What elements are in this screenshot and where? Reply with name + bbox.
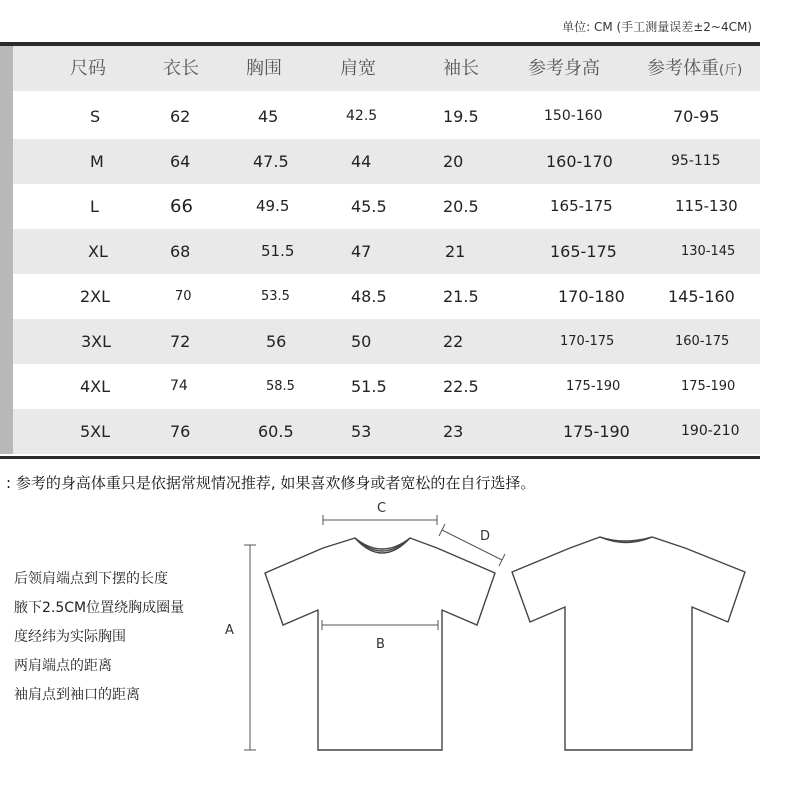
cell-weight: 160-175	[675, 334, 730, 349]
cell-size: L	[90, 197, 99, 216]
header-chest: 胸围	[246, 58, 282, 79]
cell-length: 74	[170, 378, 188, 394]
cell-length: 62	[170, 107, 191, 126]
recommendation-note: : 参考的身高体重只是依据常规情况推荐, 如果喜欢修身或者宽松的在自行选择。	[6, 474, 536, 492]
cell-length: 76	[170, 422, 191, 441]
cell-weight: 130-145	[681, 244, 736, 259]
cell-shoulder: 53	[351, 422, 372, 441]
cell-chest: 49.5	[256, 197, 290, 215]
cell-chest: 53.5	[261, 289, 290, 304]
header-weight: 参考体重(斤)	[647, 58, 743, 79]
label-c: C	[377, 501, 387, 516]
cell-chest: 60.5	[258, 422, 294, 441]
cell-chest: 56	[266, 332, 287, 351]
cell-shoulder: 47	[351, 242, 372, 261]
cell-weight: 95-115	[671, 153, 721, 169]
cell-sleeve: 21.5	[443, 287, 479, 306]
cell-shoulder: 48.5	[351, 287, 387, 306]
legend-c: 两肩端点的距离	[14, 658, 112, 674]
table-row	[13, 184, 760, 229]
cell-height: 150-160	[544, 108, 603, 124]
cell-length: 64	[170, 152, 191, 171]
table-row	[13, 94, 760, 139]
cell-length: 70	[175, 289, 192, 304]
header-shoulder: 肩宽	[340, 58, 376, 79]
cell-length: 66	[170, 196, 193, 217]
cell-height: 170-180	[558, 287, 625, 306]
cell-size: XL	[88, 242, 108, 261]
cell-chest: 51.5	[261, 242, 295, 260]
table-row	[13, 274, 760, 319]
back-tshirt-outline	[512, 537, 745, 750]
cell-sleeve: 21	[445, 242, 466, 261]
header-length: 衣长	[163, 58, 199, 79]
cell-height: 165-175	[550, 242, 617, 261]
cell-shoulder: 51.5	[351, 377, 387, 396]
cell-size: 4XL	[80, 377, 111, 396]
cell-weight: 175-190	[681, 379, 736, 394]
table-row	[13, 229, 760, 274]
label-d: D	[480, 529, 491, 544]
size-table	[0, 42, 800, 462]
cell-height: 160-170	[546, 152, 613, 171]
legend-a: 后领肩端点到下摆的长度	[14, 571, 168, 587]
cell-shoulder: 50	[351, 332, 372, 351]
header-height: 参考身高	[528, 58, 600, 79]
legend-d: 袖肩点到袖口的距离	[14, 687, 140, 703]
cell-weight: 70-95	[673, 107, 720, 126]
label-a: A	[225, 623, 234, 638]
cell-height: 175-190	[566, 379, 621, 394]
tshirt-diagram	[0, 490, 800, 790]
label-b: B	[376, 637, 385, 652]
header-weight-unit: (斤)	[719, 63, 743, 78]
cell-sleeve: 22.5	[443, 377, 479, 396]
cell-height: 165-175	[550, 197, 613, 215]
cell-size: 2XL	[80, 287, 111, 306]
cell-weight: 190-210	[681, 423, 740, 439]
cell-chest: 45	[258, 107, 279, 126]
cell-sleeve: 20.5	[443, 197, 479, 216]
cell-shoulder: 45.5	[351, 197, 387, 216]
cell-length: 72	[170, 332, 191, 351]
cell-shoulder: 44	[351, 152, 372, 171]
cell-height: 170-175	[560, 334, 615, 349]
cell-weight: 145-160	[668, 287, 735, 306]
header-size: 尺码	[70, 58, 106, 79]
cell-size: S	[90, 107, 101, 126]
header-sleeve: 袖长	[443, 58, 479, 79]
cell-chest: 47.5	[253, 152, 289, 171]
table-row	[13, 319, 760, 364]
table-row	[13, 409, 760, 454]
table-bottom-border	[0, 456, 760, 459]
cell-size: 5XL	[80, 422, 111, 441]
table-header-row	[13, 46, 760, 91]
cell-sleeve: 20	[443, 152, 464, 171]
cell-chest: 58.5	[266, 379, 295, 394]
cell-sleeve: 22	[443, 332, 464, 351]
cell-sleeve: 23	[443, 422, 464, 441]
cell-weight: 115-130	[675, 197, 738, 215]
unit-note: 单位: CM (手工测量误差±2~4CM)	[562, 20, 752, 34]
cell-size: 3XL	[81, 332, 112, 351]
legend-b2: 度经纬为实际胸围	[14, 629, 126, 645]
cell-shoulder: 42.5	[346, 108, 378, 124]
table-row	[13, 364, 760, 409]
cell-size: M	[90, 152, 104, 171]
table-row	[13, 139, 760, 184]
legend-b1: 腋下2.5CM位置绕胸成圈量	[14, 600, 185, 616]
cell-sleeve: 19.5	[443, 107, 479, 126]
cell-length: 68	[170, 242, 191, 261]
table-left-bar	[0, 46, 13, 454]
cell-height: 175-190	[563, 422, 630, 441]
